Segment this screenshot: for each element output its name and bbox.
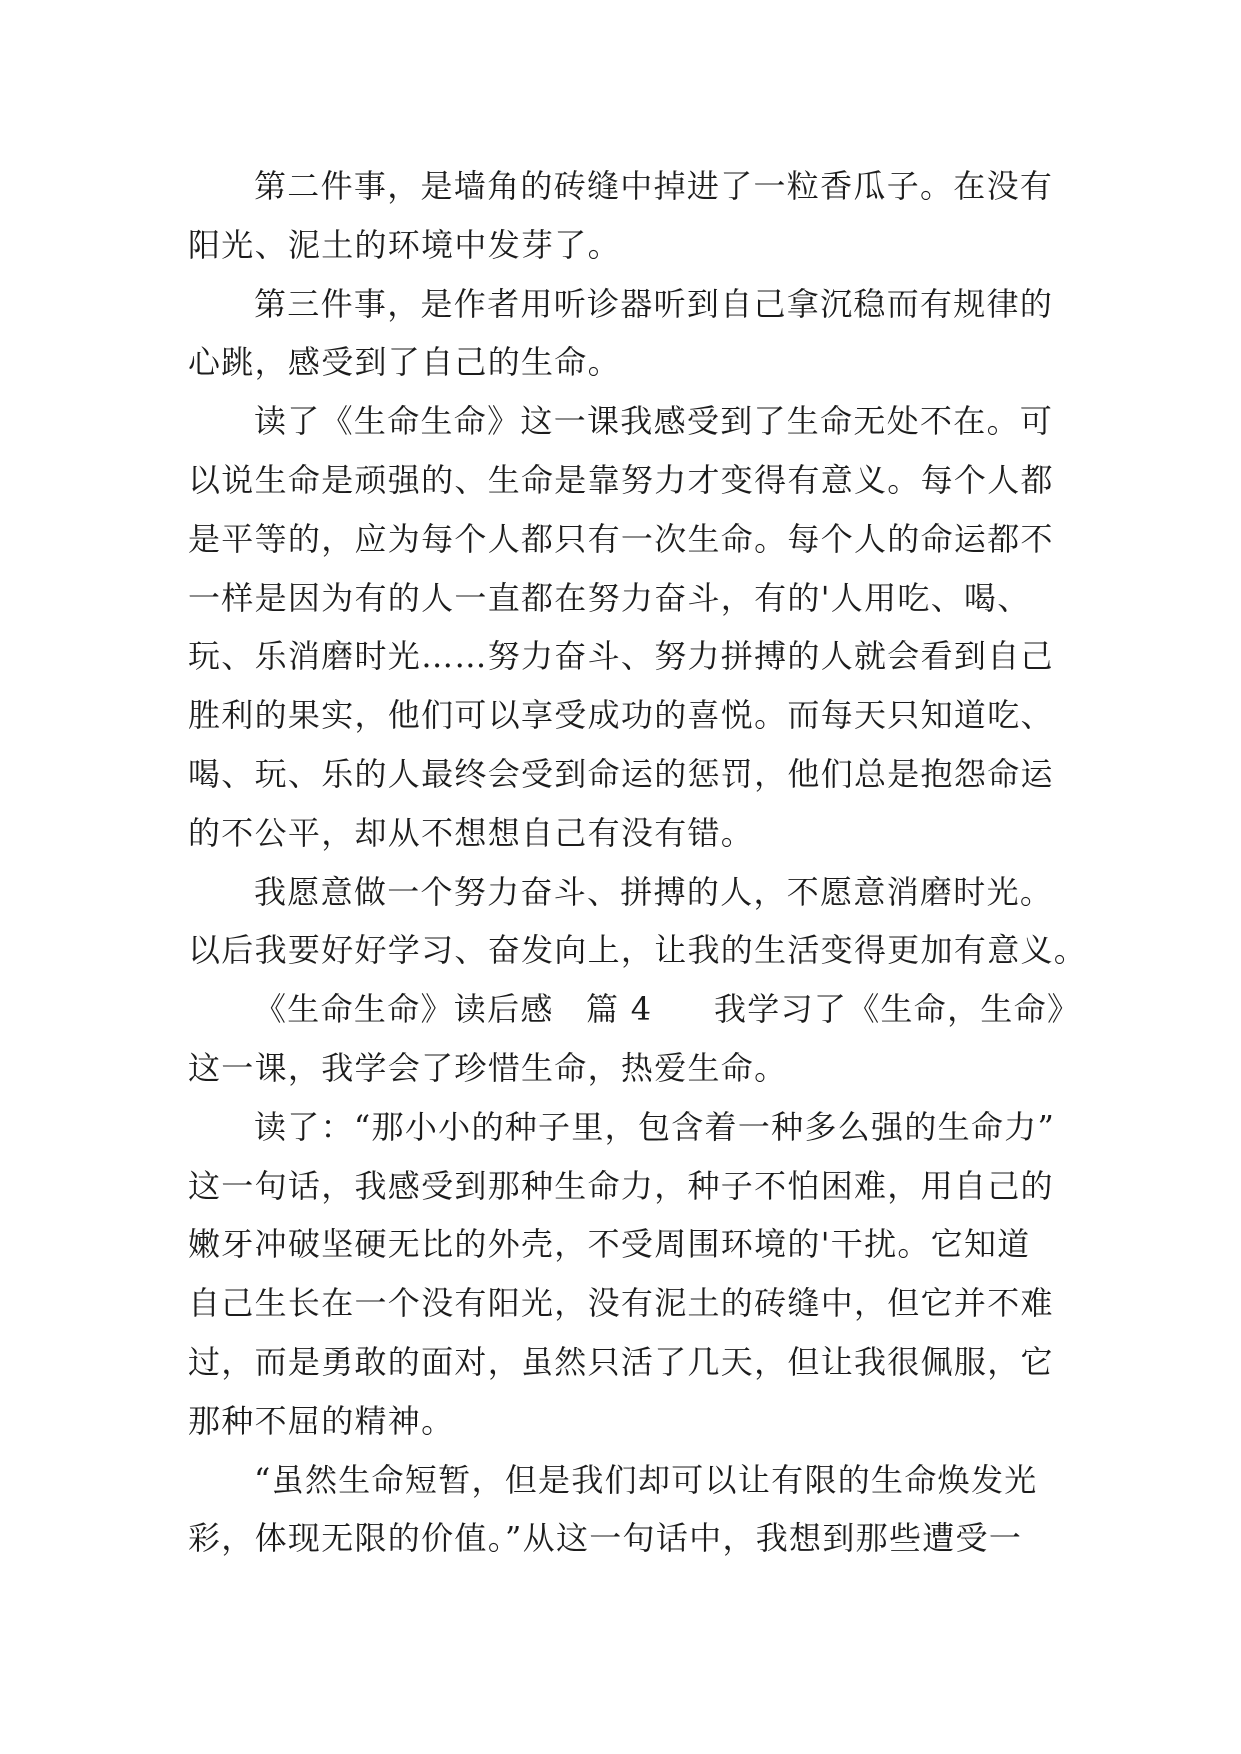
paragraph-line: 以后我要好好学习、奋发向上，让我的生活变得更加有意义。 bbox=[188, 931, 1088, 970]
paragraph bbox=[188, 863, 1088, 981]
paragraph bbox=[188, 275, 1058, 393]
essay-heading-number: 篇 4 bbox=[586, 990, 653, 1029]
paragraph-line: 以说生命是顽强的、生命是靠努力才变得有意义。每个人都 bbox=[188, 460, 1054, 499]
essay-section bbox=[188, 980, 1081, 1098]
paragraph-line: 一样是因为有的人一直都在努力奋斗，有的'人用吃、喝、 bbox=[188, 578, 1031, 617]
paragraph-line: 自己生长在一个没有阳光，没有泥土的砖缝中，但它并不难 bbox=[188, 1284, 1054, 1323]
paragraph-line: 嫩牙冲破坚硬无比的外壳，不受周围环境的'干扰。它知道 bbox=[188, 1225, 1031, 1264]
paragraph-line: 那种不屈的精神。 bbox=[188, 1401, 455, 1440]
paragraph-line: 过，而是勇敢的面对，虽然只活了几天，但让我很佩服，它 bbox=[188, 1342, 1054, 1381]
paragraph-line: “虽然生命短暂，但是我们却可以让有限的生命焕发光 bbox=[254, 1460, 1038, 1499]
paragraph-line: 胜利的果实，他们可以享受成功的喜悦。而每天只知道吃、 bbox=[188, 696, 1054, 735]
paragraph-line: 读了：“那小小的种子里，包含着一种多么强的生命力” bbox=[254, 1107, 1056, 1146]
paragraph bbox=[188, 1451, 1058, 1569]
paragraph-line: 的不公平，却从不想想自己有没有错。 bbox=[188, 813, 755, 852]
paragraph-line: 玩、乐消磨时光……努力奋斗、努力拼搏的人就会看到自己 bbox=[188, 637, 1054, 676]
paragraph-line: 第三件事，是作者用听诊器听到自己拿沉稳而有规律的 bbox=[254, 284, 1054, 323]
document-body bbox=[188, 157, 1088, 1568]
paragraph-line: 心跳，感受到了自己的生命。 bbox=[188, 343, 621, 382]
paragraph-line: 我学习了《生命，生命》 bbox=[714, 990, 1081, 1029]
paragraph-line: 这一句话，我感受到那种生命力，种子不怕困难，用自己的 bbox=[188, 1166, 1054, 1205]
paragraph bbox=[188, 392, 1058, 862]
paragraph-line: 我愿意做一个努力奋斗、拼搏的人，不愿意消磨时光。 bbox=[254, 872, 1054, 911]
paragraph-line: 这一课，我学会了珍惜生命，热爱生命。 bbox=[188, 1048, 788, 1087]
essay-heading-row bbox=[188, 980, 1081, 1039]
paragraph-line: 是平等的，应为每个人都只有一次生命。每个人的命运都不 bbox=[188, 519, 1054, 558]
essay-heading-title: 《生命生命》读后感 bbox=[254, 990, 554, 1029]
paragraph-line: 第二件事，是墙角的砖缝中掉进了一粒香瓜子。在没有 bbox=[254, 167, 1054, 205]
paragraph-line: 阳光、泥土的环境中发芽了。 bbox=[188, 225, 621, 264]
paragraph bbox=[188, 157, 1058, 275]
paragraph-line: 彩，体现无限的价值。”从这一句话中，我想到那些遭受一 bbox=[188, 1519, 1023, 1558]
paragraph bbox=[188, 1098, 1058, 1451]
paragraph-line: 读了《生命生命》这一课我感受到了生命无处不在。可 bbox=[254, 402, 1054, 441]
paragraph-line: 喝、玩、乐的人最终会受到命运的惩罚，他们总是抱怨命运 bbox=[188, 754, 1054, 793]
